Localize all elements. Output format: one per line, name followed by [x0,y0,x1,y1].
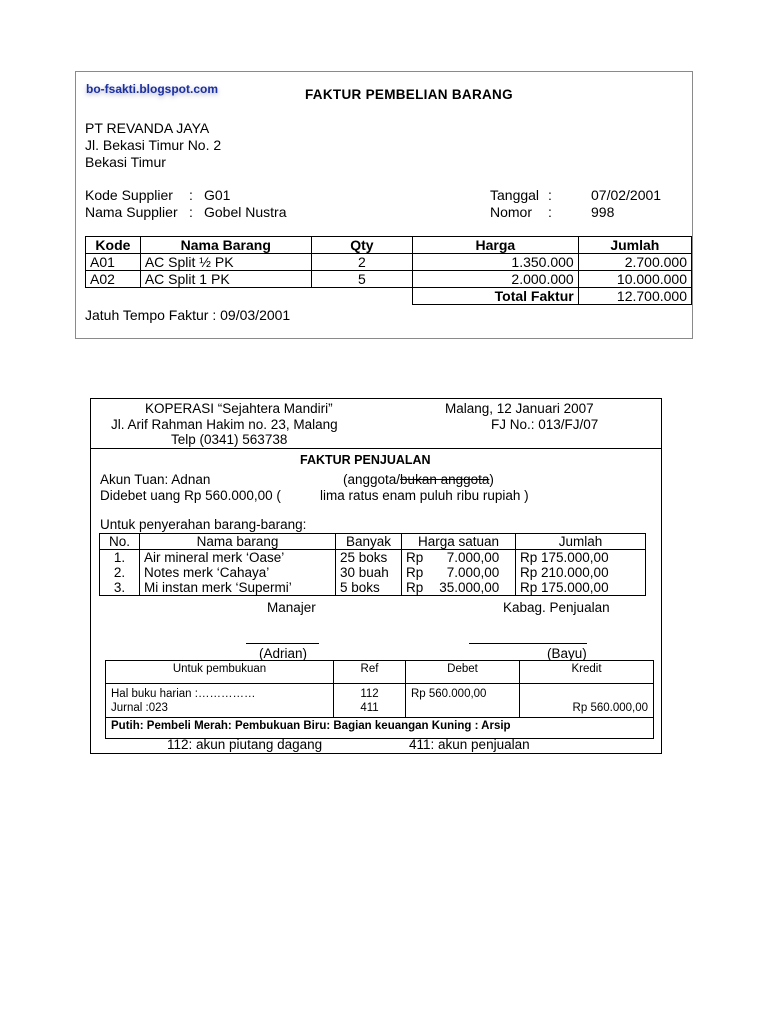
header-divider [91,448,661,449]
purchase-items-table [85,236,692,305]
item-code: A02 [86,271,141,288]
manager-label: Manajer [267,600,316,615]
column-header: Ref [334,661,406,684]
column-header: Jumlah [578,237,691,254]
ref-codes: 112 411 [334,684,406,718]
item-qty: 30 buah [336,565,402,580]
item-qty: 5 [311,271,412,288]
item-total: Rp 175.000,00 [516,550,646,566]
table-row [86,254,692,271]
nomor-label: Nomor [490,204,533,220]
column-header: No. [100,534,140,550]
item-total: Rp 175.000,00 [516,580,646,596]
column-header: Untuk pembukuan [106,661,334,684]
invoice-number: FJ No.: 013/FJ/07 [491,417,599,432]
sales-invoice [90,398,662,754]
account-receivable-note: 112: akun piutang dagang [167,737,323,752]
item-name: Notes merk ‘Cahaya’ [140,565,336,580]
item-no: 3. [100,580,140,596]
table-row [100,550,646,566]
invoice-date: Malang, 12 Januari 2007 [445,401,594,416]
item-code: A01 [86,254,141,271]
column-header: Kode [86,237,141,254]
sales-account-note: 411: akun penjualan [409,737,530,752]
item-total: Rp 210.000,00 [516,565,646,580]
nama-supplier-label: Nama Supplier [85,204,178,220]
column-header: Debet [406,661,520,684]
item-price: Rp 35.000,00 [402,580,516,596]
invoice-title: FAKTUR PEMBELIAN BARANG [305,87,513,102]
item-price: 1.350.000 [413,254,579,271]
item-total: 10.000.000 [578,271,691,288]
nama-supplier-value: Gobel Nustra [204,204,287,220]
bookkeeping-refs: Hal buku harian :…………… Jurnal :023 [106,684,334,718]
copy-distribution-row [106,718,654,739]
nomor-colon: : [548,204,552,220]
table-row [100,565,646,580]
table-header [100,534,646,550]
item-name: AC Split ½ PK [140,254,311,271]
item-price: Rp 7.000,00 [402,565,516,580]
column-header: Qty [311,237,412,254]
manager-signature-line [246,643,319,644]
table-row [106,684,654,718]
company-city: Bekasi Timur [85,154,166,170]
debit-value: Rp 560.000,00 [406,684,520,718]
column-header: Harga [413,237,579,254]
column-header: Nama barang [140,534,336,550]
copy-distribution: Putih: Pembeli Merah: Pembukuan Biru: Bagian keuangan Kuning : Arsip [106,718,654,739]
item-no: 1. [100,550,140,566]
sales-head-name: (Bayu) [547,646,587,661]
kode-supplier-label: Kode Supplier [85,187,173,203]
membership-status: (anggota/bukan anggota) [343,472,494,487]
item-name: Air mineral merk ‘Oase’ [140,550,336,566]
company-name: PT REVANDA JAYA [85,120,210,136]
total-label: Total Faktur [413,288,579,305]
invoice-title: FAKTUR PENJUALAN [300,453,431,467]
column-header: Kredit [520,661,654,684]
column-header: Banyak [336,534,402,550]
item-price: Rp 7.000,00 [402,550,516,566]
tanggal-value: 07/02/2001 [591,187,662,203]
company-address: Jl. Bekasi Timur No. 2 [85,137,222,153]
item-qty: 2 [311,254,412,271]
bookkeeping-table [105,660,654,739]
org-phone: Telp (0341) 563738 [171,432,288,447]
item-no: 2. [100,565,140,580]
nama-supplier-colon: : [189,204,193,220]
item-price: 2.000.000 [413,271,579,288]
account-name: Akun Tuan: Adnan [100,472,211,487]
item-qty: 5 boks [336,580,402,596]
debit-amount: Didebet uang Rp 560.000,00 ( [100,488,281,503]
items-intro: Untuk penyerahan barang-barang: [100,517,307,532]
total-value: 12.700.000 [578,288,691,305]
due-date: Jatuh Tempo Faktur : 09/03/2001 [85,307,291,323]
column-header: Jumlah [516,534,646,550]
table-row [86,271,692,288]
org-address: Jl. Arif Rahman Hakim no. 23, Malang [111,417,338,432]
table-header [106,661,654,684]
item-name: Mi instan merk ‘Supermi’ [140,580,336,596]
item-name: AC Split 1 PK [140,271,311,288]
manager-name: (Adrian) [259,646,308,661]
tanggal-label: Tanggal [490,187,540,203]
org-name: KOPERASI “Sejahtera Mandiri” [145,401,333,416]
table-row [100,580,646,596]
item-qty: 25 boks [336,550,402,566]
credit-value: Rp 560.000,00 [520,684,654,718]
sales-items-table [99,533,646,596]
nomor-value: 998 [591,204,615,220]
sales-head-signature-line [469,643,587,644]
table-header [86,237,692,254]
blog-watermark: bo-fsakti.blogspot.com [86,82,218,96]
purchase-invoice [75,71,693,339]
kode-supplier-colon: : [189,187,193,203]
kode-supplier-value: G01 [204,187,231,203]
item-total: 2.700.000 [578,254,691,271]
column-header: Nama Barang [140,237,311,254]
sales-head-label: Kabag. Penjualan [503,600,610,615]
tanggal-colon: : [548,187,552,203]
amount-in-words: lima ratus enam puluh ribu rupiah ) [320,488,529,503]
total-row [86,288,692,305]
column-header: Harga satuan [402,534,516,550]
